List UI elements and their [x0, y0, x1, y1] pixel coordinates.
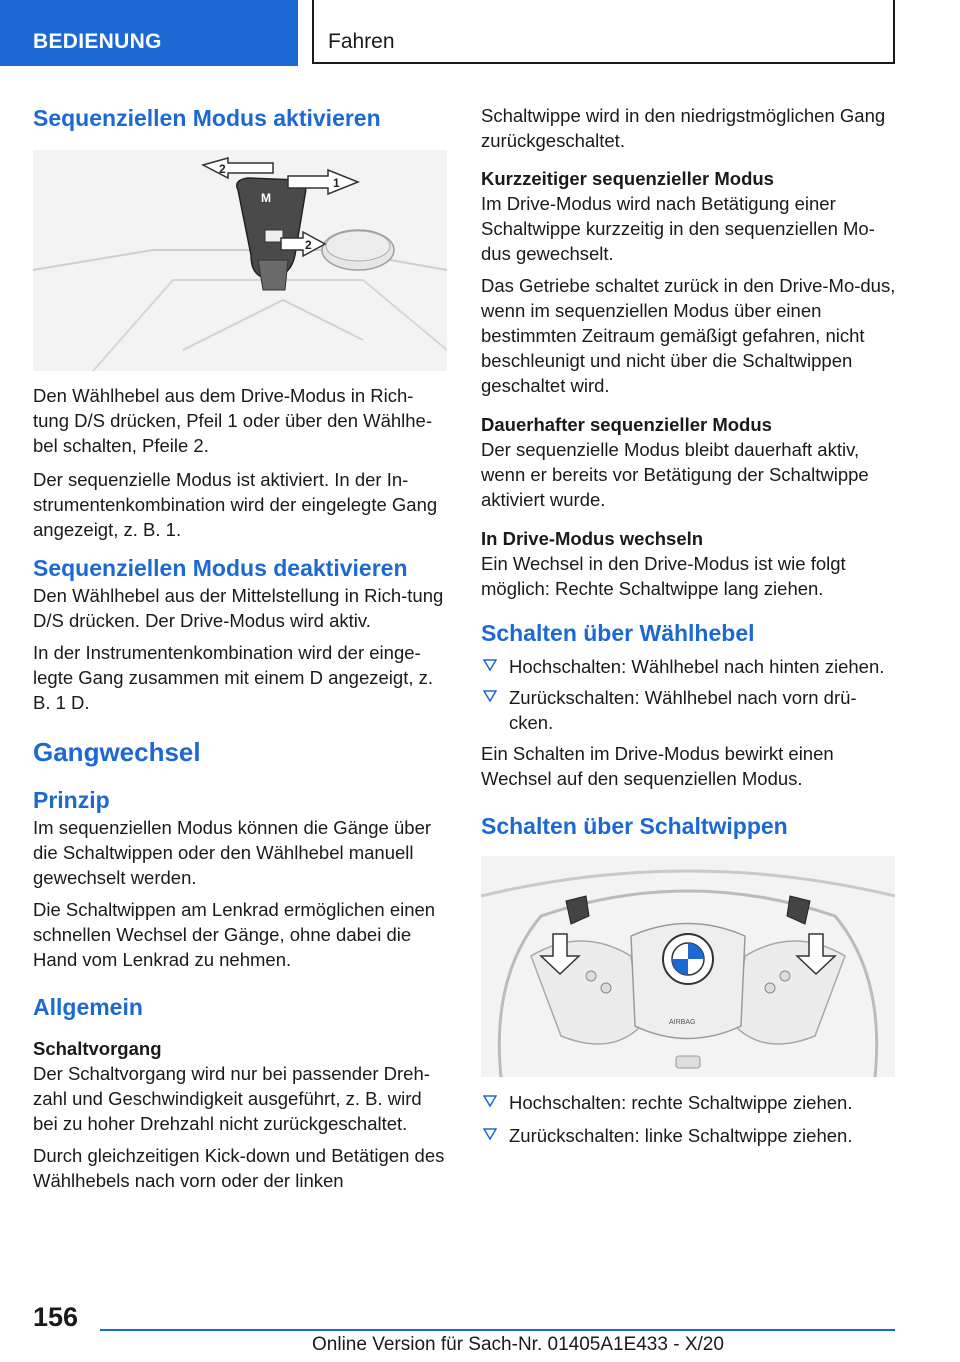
triangle-bullet-icon: [483, 658, 497, 672]
left-column: [33, 100, 449, 1193]
gear-selector-figure: [33, 150, 447, 371]
arrow-label-2-bottom: 2: [305, 238, 312, 252]
heading-seq-mode-on: Sequenziellen Modus aktivieren: [33, 105, 381, 131]
heading-dauerhaft: Dauerhafter sequenzieller Modus: [481, 414, 772, 435]
heading-prinzip: Prinzip: [33, 787, 110, 813]
paragraph: Im sequenziellen Modus können die Gänge über die Schaltwippen oder den Wählhebel manuell gewechselt werden.: [33, 817, 432, 888]
paragraph: Schaltwippe wird in den niedrigstmöglichen Gang zurückgeschaltet.: [481, 105, 886, 151]
paragraph: Im Drive-Modus wird nach Betätigung einer Schaltwippe kurzzeitig in den sequenziellen Mo-dus gewechselt.: [481, 193, 875, 264]
triangle-bullet-icon: [483, 1127, 497, 1141]
right-column: [481, 100, 897, 1148]
list-item: [481, 1123, 897, 1148]
airbag-label: AIRBAG: [669, 1019, 696, 1026]
heading-gangwechsel: Gangwechsel: [33, 737, 201, 767]
list-item-text: Hochschalten: rechte Schaltwippe ziehen.: [509, 1092, 853, 1113]
heading-allgemein: Allgemein: [33, 994, 143, 1020]
page-number: 156: [33, 1302, 79, 1332]
arrow-label-2-top: 2: [219, 162, 226, 176]
paragraph: Den Wählhebel aus dem Drive-Modus in Rich-tung D/S drücken, Pfeil 1 oder über den Wählhe-bel schalten, Pfeile 2.: [33, 385, 433, 456]
list-item: [481, 1090, 897, 1115]
paragraph: Den Wählhebel aus der Mittelstellung in Rich-tung D/S drücken. Der Drive-Modus wird aktiv.: [33, 585, 444, 631]
heading-waehlhebel: Schalten über Wählhebel: [481, 620, 755, 646]
svg-text:M: M: [261, 191, 271, 205]
paragraph: Der sequenzielle Modus ist aktiviert. In der In-strumentenkombination wird der eingelegte Gang angezeigt, z. B. 1.: [33, 469, 438, 540]
list-item: [481, 685, 897, 735]
triangle-bullet-icon: [483, 689, 497, 703]
heading-schaltwippen: Schalten über Schaltwippen: [481, 813, 788, 839]
heading-schaltvorgang: Schaltvorgang: [33, 1038, 162, 1059]
arrow-label-1: 1: [333, 176, 340, 190]
paragraph: In der Instrumentenkombination wird der einge-legte Gang zusammen mit einem D angezeigt, z. B. 1 D.: [33, 642, 433, 713]
paragraph: Ein Schalten im Drive-Modus bewirkt einen Wechsel auf den sequenziellen Modus.: [481, 743, 834, 789]
paragraph: Der sequenzielle Modus bleibt dauerhaft aktiv, wenn er bereits vor Betätigung der Schaltwippe aktiviert wurde.: [481, 439, 869, 510]
steering-wheel-figure: [481, 856, 895, 1077]
heading-seq-mode-off: Sequenziellen Modus deaktivieren: [33, 555, 408, 581]
paragraph: Der Schaltvorgang wird nur bei passender Dreh-zahl und Geschwindigkeit ausgeführt, z. B. wird bei zu hoher Drehzahl nicht zurückgeschaltet.: [33, 1063, 430, 1134]
gear-selector-illustration: [33, 150, 447, 371]
triangle-bullet-icon: [483, 1094, 497, 1108]
steering-wheel-illustration: [481, 856, 895, 1077]
heading-kurzzeitig: Kurzzeitiger sequenzieller Modus: [481, 168, 774, 189]
list-item: [481, 654, 897, 679]
paragraph: Ein Wechsel in den Drive-Modus ist wie folgt möglich: Rechte Schaltwippe lang ziehen.: [481, 553, 846, 599]
chapter-title: Fahren: [312, 0, 895, 64]
heading-drive-mode: In Drive-Modus wechseln: [481, 528, 704, 549]
footer-text: Online Version für Sach-Nr. 01405A1E433 - X/20: [312, 1334, 724, 1355]
section-tab: BEDIENUNG: [0, 0, 298, 66]
list-item-text: Zurückschalten: linke Schaltwippe ziehen.: [509, 1125, 853, 1146]
paragraph: Durch gleichzeitigen Kick-down und Betätigen des Wählhebels nach vorn oder der linken: [33, 1145, 445, 1191]
paragraph: Die Schaltwippen am Lenkrad ermöglichen einen schnellen Wechsel der Gänge, ohne dabei die Hand vom Lenkrad zu nehmen.: [33, 899, 436, 970]
paragraph: Das Getriebe schaltet zurück in den Drive-Mo-dus, wenn im sequenziellen Modus über einen bestimmten Zeitraum gemäßigt gefahren, nicht beschleunigt und nicht über die Schaltwippen geschaltet wird.: [481, 275, 896, 396]
list-item-text: Hochschalten: Wählhebel nach hinten ziehen.: [509, 656, 885, 677]
list-item-text: Zurückschalten: Wählhebel nach vorn drü-cken.: [509, 687, 857, 733]
footer-rule: [100, 1329, 895, 1331]
